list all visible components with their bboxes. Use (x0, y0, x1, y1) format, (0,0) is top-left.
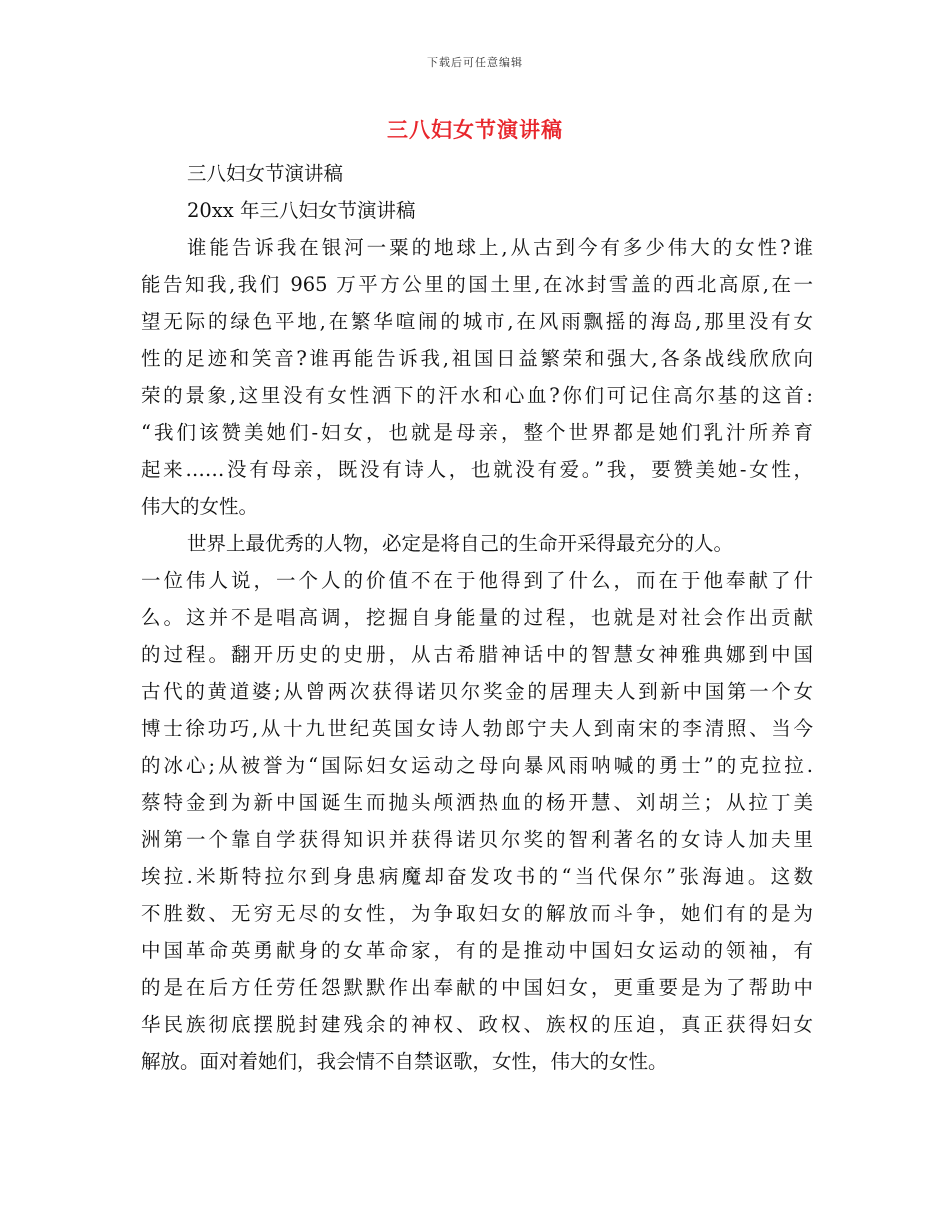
paragraph-2-line: 的过程。翻开历史的史册，从古希腊神话中的智慧女神雅典娜到中国 (141, 643, 813, 666)
paragraph-2-line: 一位伟人说，一个人的价值不在于他得到了什么，而在于他奉献了什 (141, 569, 813, 592)
paragraph-2-line: 中国革命英勇献身的女革命家，有的是推动中国妇女运动的领袖，有 (141, 939, 813, 962)
paragraph-2-line: 么。这并不是唱高调，挖掘自身能量的过程，也就是对社会作出贡献 (141, 606, 813, 629)
paragraph-2-line: 蔡特金到为新中国诞生而抛头颅洒热血的杨开慧、刘胡兰；从拉丁美 (141, 791, 813, 814)
paragraph-1-line: 起来……没有母亲，既没有诗人，也就没有爱。”我，要赞美她-女性， (141, 458, 813, 481)
subtitle-year-line: 20xx 年三八妇女节演讲稿 (187, 199, 416, 222)
document-title: 三八妇女节演讲稿 (387, 117, 563, 142)
paragraph-1-line: 伟大的女性。 (141, 495, 259, 518)
paragraph-2-line: 古代的黄道婆;从曾两次获得诺贝尔奖金的居理夫人到新中国第一个女 (141, 680, 813, 703)
paragraph-2-line: 博士徐功巧,从十九世纪英国女诗人勃郎宁夫人到南宋的李清照、当今 (141, 717, 813, 740)
paragraph-1-line: “我们该赞美她们-妇女，也就是母亲，整个世界都是她们乳汁所养育 (141, 421, 813, 444)
paragraph-2-line: 华民族彻底摆脱封建残余的神权、政权、族权的压迫，真正获得妇女 (141, 1013, 813, 1036)
paragraph-2-line: 不胜数、无穷无尽的女性，为争取妇女的解放而斗争，她们有的是为 (141, 902, 813, 925)
paragraph-2-line: 世界上最优秀的人物，必定是将自己的生命开采得最充分的人。 (187, 532, 734, 555)
paragraph-2-line: 解放。面对着她们，我会情不自禁讴歌，女性，伟大的女性。 (141, 1050, 668, 1073)
document-body (141, 155, 813, 1080)
paragraph-2-line: 的是在后方任劳任怨默默作出奉献的中国妇女，更重要是为了帮助中 (141, 976, 813, 999)
paragraph-2-line: 洲第一个靠自学获得知识并获得诺贝尔奖的智利著名的女诗人加夫里 (141, 828, 813, 851)
paragraph-2-line: 的冰心;从被誉为“国际妇女运动之母向暴风雨呐喊的勇士”的克拉拉. (141, 754, 813, 777)
paragraph-1-line: 能告知我,我们 965 万平方公里的国土里,在冰封雪盖的西北高原,在一 (141, 273, 813, 296)
paragraph-2-line: 埃拉.米斯特拉尔到身患病魔却奋发攻书的“当代保尔”张海迪。这数 (141, 865, 813, 888)
paragraph-1-line: 荣的景象,这里没有女性洒下的汗水和心血?你们可记住高尔基的这首: (141, 384, 813, 407)
paragraph-1-line: 性的足迹和笑音?谁再能告诉我,祖国日益繁荣和强大,各条战线欣欣向 (141, 347, 813, 370)
subtitle-line: 三八妇女节演讲稿 (187, 162, 344, 185)
paragraph-1-line: 望无际的绿色平地,在繁华喧闹的城市,在风雨飘摇的海岛,那里没有女 (141, 310, 813, 333)
paragraph-1-line: 谁能告诉我在银河一粟的地球上,从古到今有多少伟大的女性?谁 (187, 236, 813, 259)
header-note: 下载后可任意编辑 (427, 56, 523, 69)
